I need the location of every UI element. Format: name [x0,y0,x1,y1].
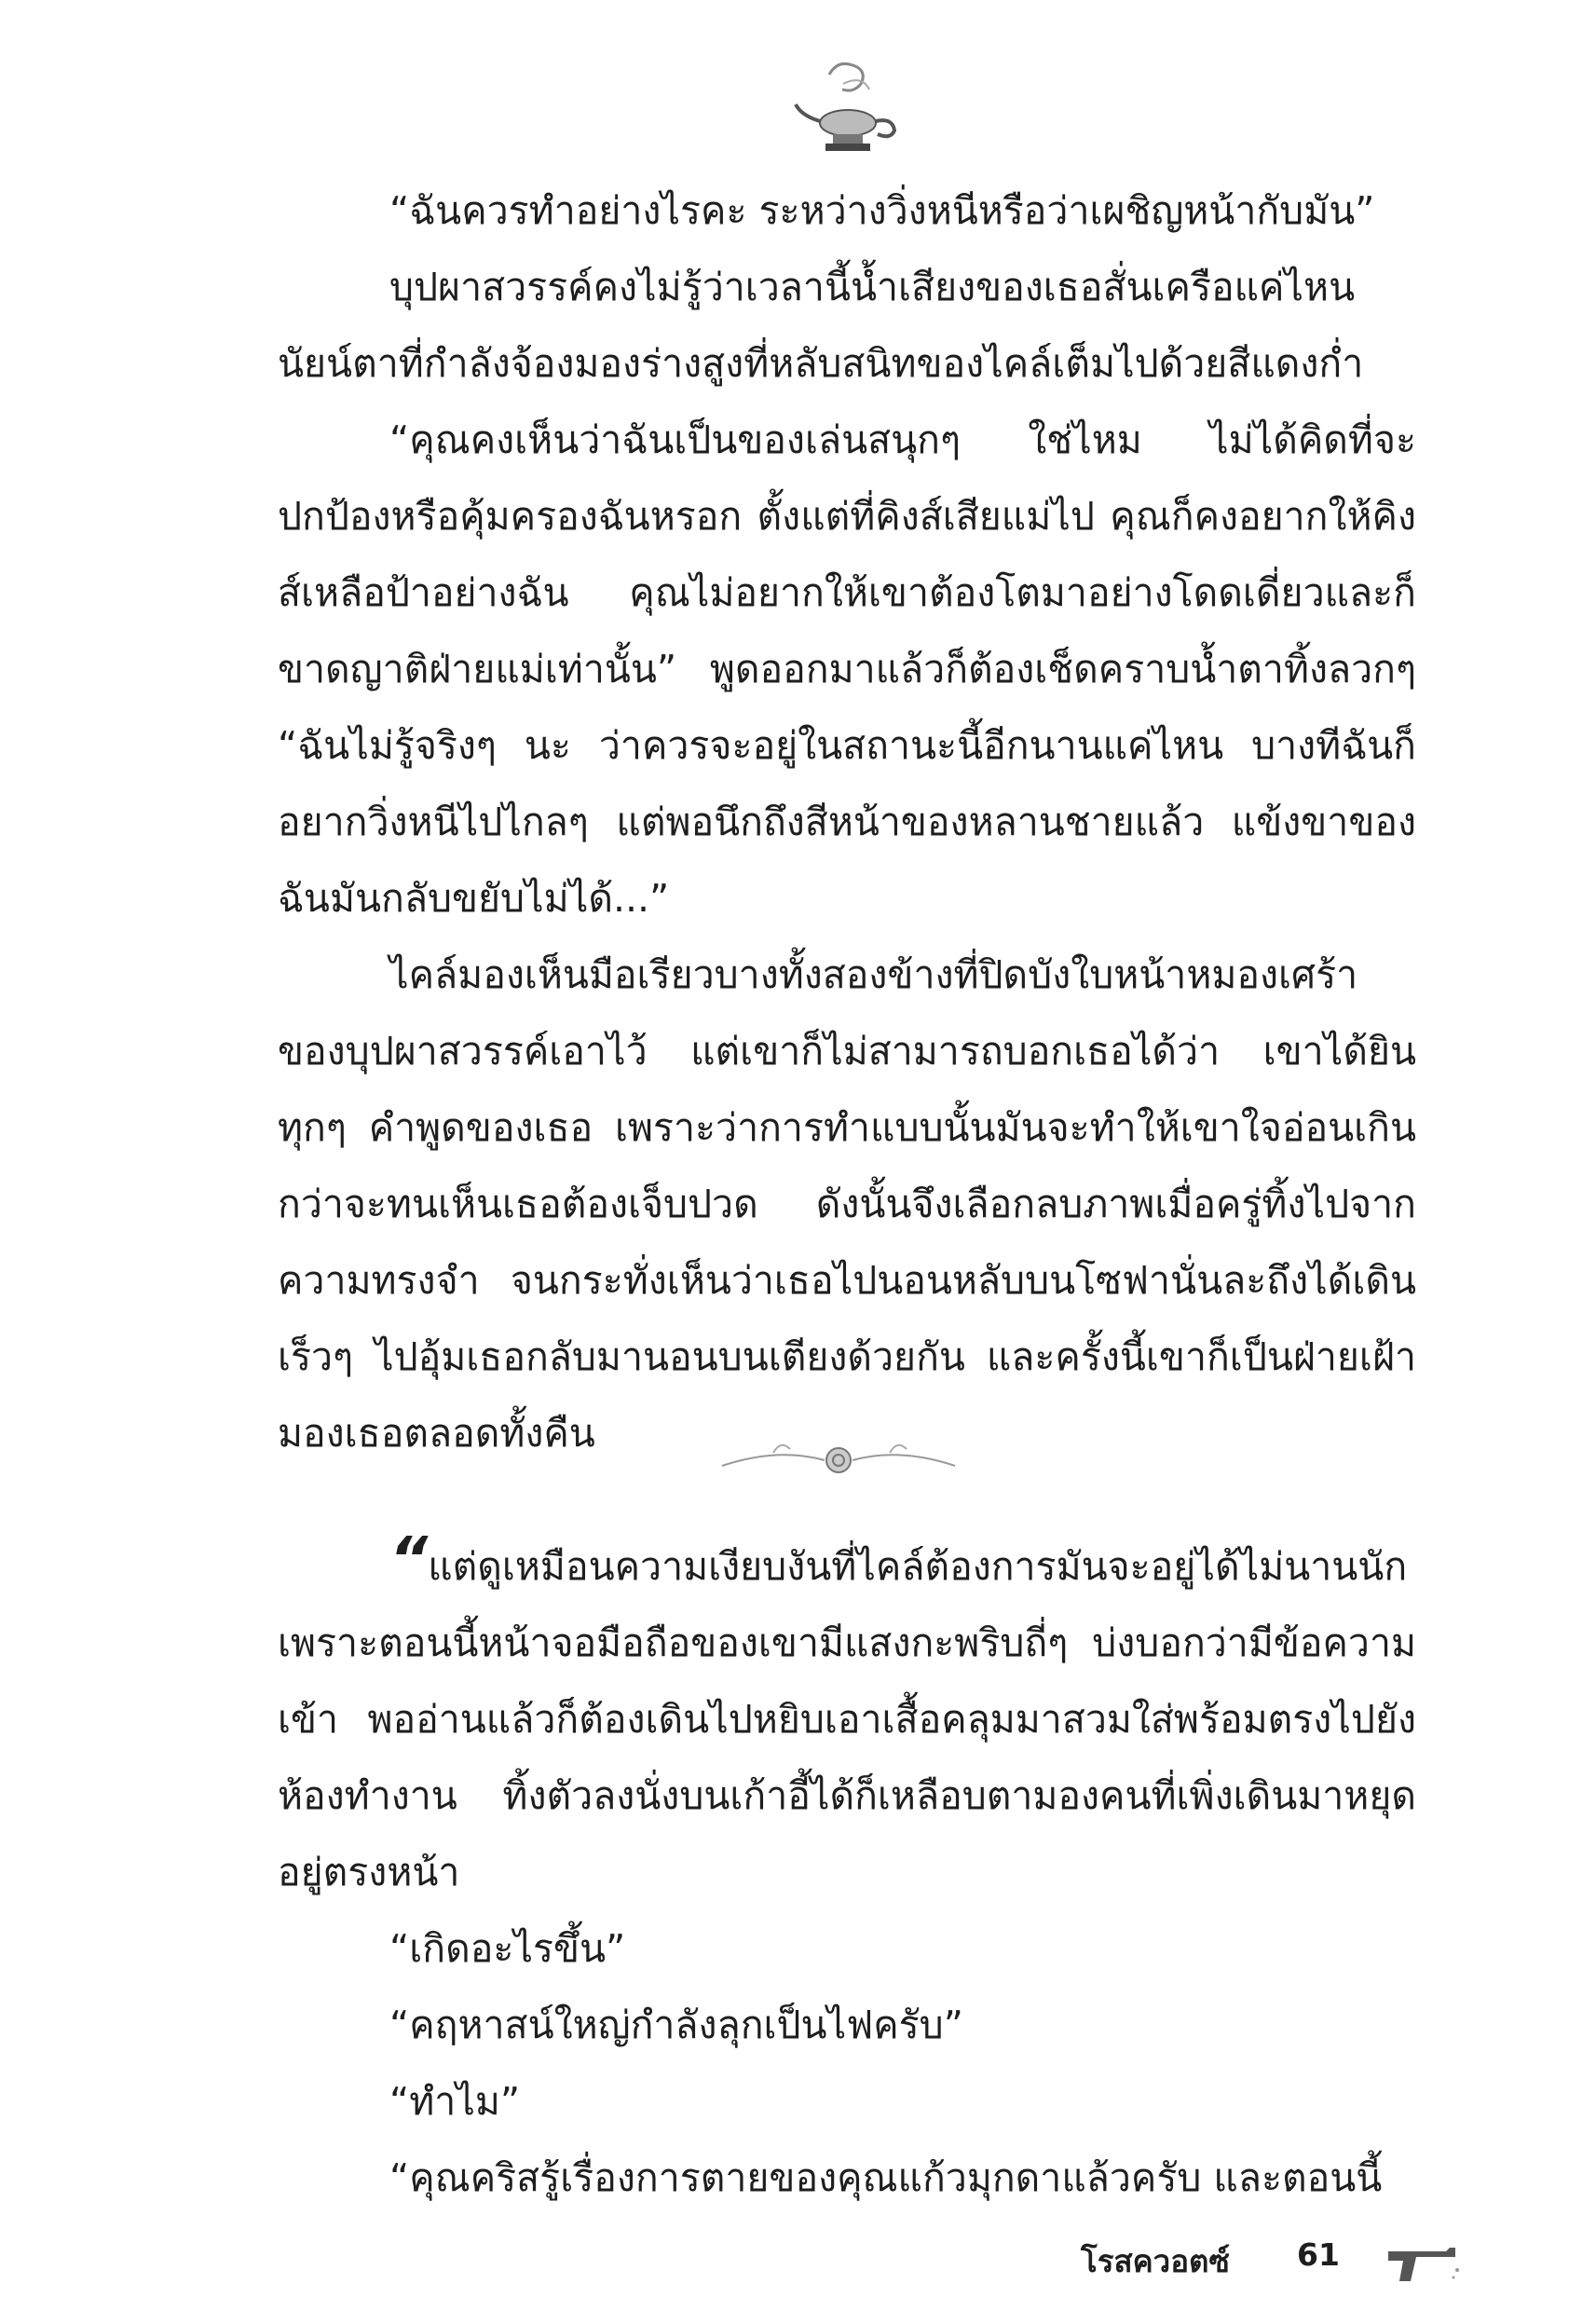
paragraph-text: “คุณคงเห็นว่าฉันเป็นของเล่นสนุกๆ ใช่ไหม ไม่ได้คิดที่จะปกป้องหรือคุ้มครองฉันหรอก ตั้งแต่ที่คิงส์เสียแม่ไป คุณก็คงอยากให้คิงส์เหลือป้าอย่างฉัน คุณไม่อยากให้เขาต้องโตมาอย่างโดดเดี่ยวและก็ขาดญาติฝ่ายแม่เท่านั้น” พูดออกมาแล้วก็ต้องเช็ดคราบน้ำตาทิ้งลวกๆ “ฉันไม่รู้จริงๆ นะ ว่าควรจะอยู่ในสถานะนี้อีกนานแค่ไหน บางทีฉันก็อยากวิ่งหนีไปไกลๆ แต่พอนึกถึงสีหน้าของหลานชายแล้ว แข้งขาของฉันมันกลับขยับไม่ได้...” [278,417,1416,921]
paragraph [278,2063,1416,2140]
teapot-lamp-icon [792,56,904,158]
paragraph [278,402,1416,937]
paragraph-text: บุปผาสวรรค์คงไม่รู้ว่าเวลานี้น้ำเสียงของเธอสั่นเครือแค่ไหน นัยน์ตาที่กำลังจ้องมองร่างสูงที่หลับสนิทของไคล์เต็มไปด้วยสีแดงก่ำ [278,265,1364,386]
paragraph [278,937,1416,1471]
paragraph [278,1910,1416,1987]
paragraph [278,1525,1416,1910]
paragraph [278,1987,1416,2063]
paragraph [278,2140,1416,2216]
page-number: 61 [1297,2236,1340,2273]
drop-cap-quote: “ [389,1525,429,1594]
paragraph-text: “ทำไม” [389,2079,521,2124]
paragraph-text: “เกิดอะไรขึ้น” [389,1926,626,1971]
paragraph-text: “คฤหาสน์ใหญ่กำลังลุกเป็นไฟครับ” [389,2003,963,2047]
paragraph-text: แต่ดูเหมือนความเงียบงันที่ไคล์ต้องการมันจะอยู่ได้ไม่นานนัก เพราะตอนนี้หน้าจอมือถือของเขามีแสงกะพริบถี่ๆ บ่งบอกว่ามีข้อความเข้า พออ่านแล้วก็ต้องเดินไปหยิบเอาเสื้อคลุมมาสวมใส่พร้อมตรงไปยังห้องทำงาน ทิ้งตัวลงนั่งบนเก้าอี้ได้ก็เหลือบตามองคนที่เพิ่งเดินมาหยุดอยู่ตรงหน้า [278,1544,1416,1894]
body-text-lower [278,1525,1416,2216]
paragraph-text: “คุณคริสรู้เรื่องการตายของคุณแก้วมุกดาแล้วครับ และตอนนี้ [389,2155,1383,2200]
paragraph [278,172,1416,249]
page-footer [1081,2236,1472,2292]
footer-book-title: โรสควอตซ์ [1081,2243,1230,2279]
body-text-upper [278,172,1416,1471]
paragraph [278,249,1416,402]
pistol-icon [1379,2238,1463,2285]
rose-divider-icon [717,1430,960,1486]
paragraph-text: “ฉันควรทำอย่างไรคะ ระหว่างวิ่งหนีหรือว่าเผชิญหน้ากับมัน” [389,188,1375,233]
paragraph-text: ไคล์มองเห็นมือเรียวบางทั้งสองข้างที่ปิดบังใบหน้าหมองเศร้าของบุปผาสวรรค์เอาไว้ แต่เขาก็ไม่สามารถบอกเธอได้ว่า เขาได้ยินทุกๆ คำพูดของเธอ เพราะว่าการทำแบบนั้นมันจะทำให้เขาใจอ่อนเกินกว่าจะทนเห็นเธอต้องเจ็บปวด ดังนั้นจึงเลือกลบภาพเมื่อครู่ทิ้งไปจากความทรงจำ จนกระทั่งเห็นว่าเธอไปนอนหลับบนโซฟานั่นละถึงได้เดินเร็วๆ ไปอุ้มเธอกลับมานอนบนเตียงด้วยกัน และครั้งนี้เขาก็เป็นฝ่ายเฝ้ามองเธอตลอดทั้งคืน [278,952,1416,1456]
